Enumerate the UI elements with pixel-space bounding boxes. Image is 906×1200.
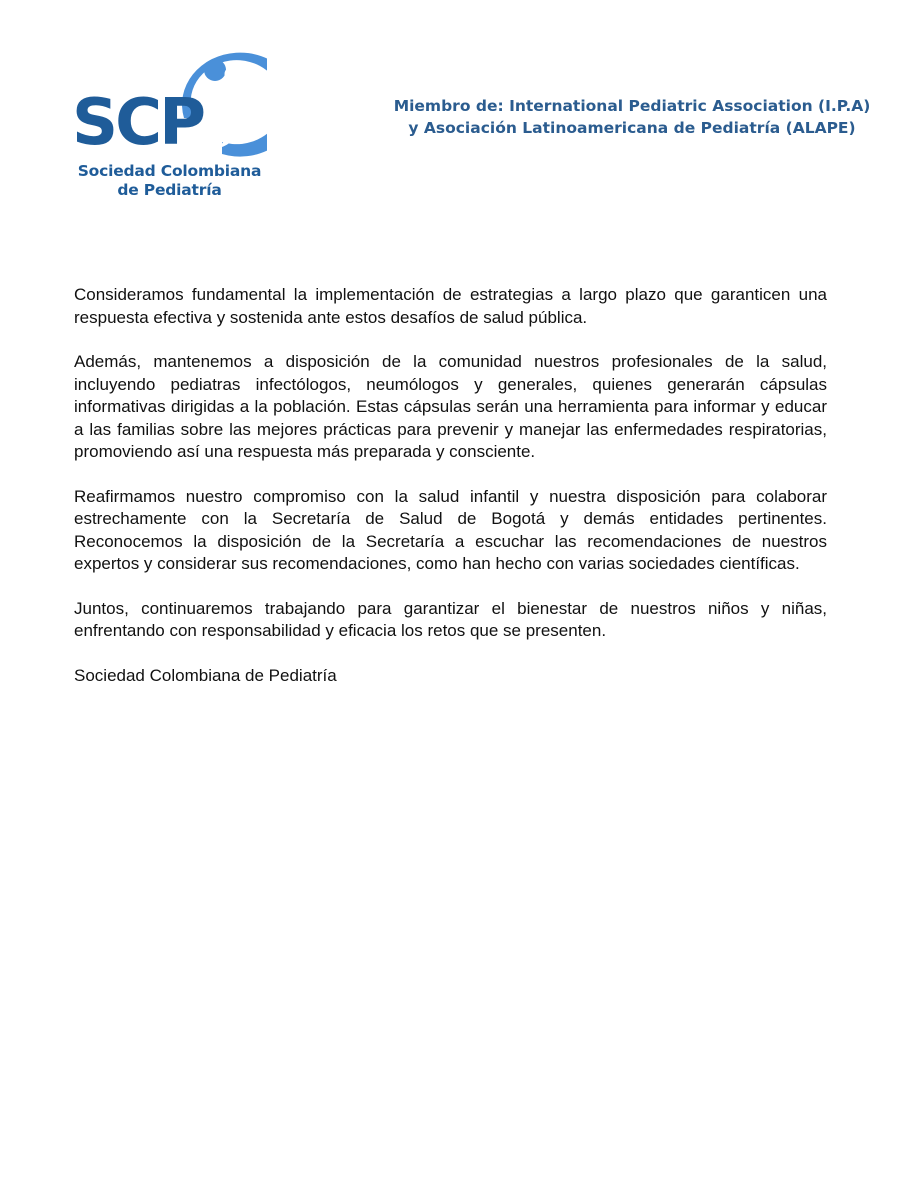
membership-statement [392,95,872,139]
logo-subtitle-line2: de Pediatría [117,181,222,199]
scp-logo-mark [72,50,267,160]
letterhead [0,0,906,230]
paragraph-2: Además, mantenemos a disposición de la comunidad nuestros profesionales de la salud, incluyendo pediatras infectólogos, neumólogos y generales, quienes generarán cápsulas informativas dirigidas a la población. Estas cápsulas serán una herramienta para informar y educar a las familias sobre las mejores prácticas para prevenir y manejar las enfermedades respiratorias, promoviendo así una respuesta más preparada y consciente. [74,352,827,461]
paragraph-3: Reafirmamos nuestro compromiso con la salud infantil y nuestra disposición para colaborar estrechamente con la Secretaría de Salud de Bogotá y demás entidades pertinentes. Reconocemos la disposición de la Secretaría a escuchar las recomendaciones de nuestros expertos y considerar sus recomendaciones, como han hecho con varias sociedades científicas. [74,486,827,573]
membership-line-2: y Asociación Latinoamericana de Pediatría (ALAPE) [408,119,856,137]
signature: Sociedad Colombiana de Pediatría [74,665,337,685]
logo-subtitle-line1: Sociedad Colombiana [77,162,262,180]
membership-line-1: Miembro de: International Pediatric Association (I.P.A) [393,97,871,115]
letter-body [74,284,827,687]
logo-subtitle [72,162,267,200]
paragraph-4: Juntos, continuaremos trabajando para garantizar el bienestar de nuestros niños y niñas, enfrentando con responsabilidad y eficacia los retos que se presenten. [74,598,827,640]
paragraph-1: Consideramos fundamental la implementación de estrategias a largo plazo que garanticen una respuesta efectiva y sostenida ante estos desafíos de salud pública. [74,285,827,327]
scp-logo [72,50,267,202]
scp-wordmark: SCP [72,86,203,160]
